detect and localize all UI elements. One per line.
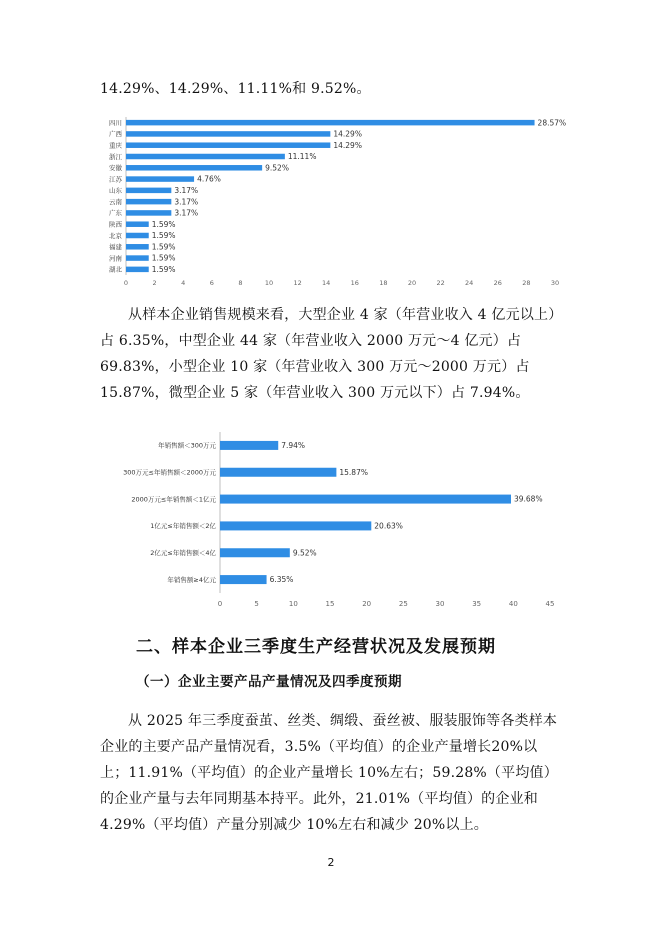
value-label: 9.52% xyxy=(292,548,317,558)
output-paragraph: 从 2025 年三季度蚕茧、丝类、绸缎、蚕丝被、服装服饰等各类样本企业的主要产品产量情况看，3.5%（平均值）的企业产量增长20%以上；11.91%（平均值）的企业产量增长 10%左右；59.28%（平均值）的企业产量与去年同期基本持平。此外，21.01%（平均值）的企业和 4.29%（平均值）产量分别减少 10%左右和减少 20%以上。 xyxy=(100,713,558,833)
category-label: 安徽 xyxy=(109,164,122,173)
x-tick-label: 25 xyxy=(398,600,408,608)
bar xyxy=(126,120,535,125)
value-label: 15.87% xyxy=(339,467,368,477)
bar xyxy=(126,142,330,148)
x-tick-label: 30 xyxy=(435,600,445,608)
x-tick-label: 24 xyxy=(465,279,474,287)
value-label: 28.57% xyxy=(537,118,567,128)
sales-scale-paragraph: 从样本企业销售规模来看，大型企业 4 家（年营业收入 4 亿元以上）占 6.35%，中型企业 44 家（年营业收入 2000 万元～4 亿元）占 69.83%，小型企业 10 家（年营业收入 300 万元～2000 万元）占 15.87%，微型企业 5 家（年营业收入 300 万元以下）占 7.94%。 xyxy=(100,307,556,401)
category-label: 300万元≤年销售额＜2000万元 xyxy=(123,468,216,477)
bar xyxy=(220,468,336,477)
subsection-heading: （一）企业主要产品产量情况及四季度预期 xyxy=(136,674,402,690)
value-label: 11.11% xyxy=(287,152,317,162)
category-label: 福建 xyxy=(109,243,122,252)
category-label: 浙江 xyxy=(109,152,122,161)
category-label: 重庆 xyxy=(109,141,122,150)
bar xyxy=(220,575,267,584)
x-tick-label: 2 xyxy=(152,279,157,287)
x-tick-label: 26 xyxy=(493,279,502,287)
bar xyxy=(126,244,149,250)
category-label: 广东 xyxy=(109,209,122,218)
x-tick-label: 35 xyxy=(472,600,482,608)
value-label: 7.94% xyxy=(281,441,306,451)
value-label: 9.52% xyxy=(265,163,289,173)
bar xyxy=(220,548,290,557)
value-label: 3.17% xyxy=(174,185,199,195)
value-label: 39.68% xyxy=(513,494,543,504)
bar xyxy=(126,255,149,260)
category-label: 2亿元≤年销售额＜4亿 xyxy=(150,549,216,558)
bar xyxy=(126,154,285,160)
category-label: 1亿元≤年销售额＜2亿 xyxy=(150,522,216,531)
value-label: 1.59% xyxy=(151,231,176,241)
value-label: 14.29% xyxy=(333,140,362,150)
x-tick-label: 0 xyxy=(123,279,129,287)
bar xyxy=(220,521,371,530)
value-label: 3.17% xyxy=(174,208,199,218)
x-tick-label: 28 xyxy=(522,279,531,287)
value-label: 6.35% xyxy=(269,575,294,585)
category-label: 山东 xyxy=(109,186,122,195)
x-tick-label: 22 xyxy=(436,279,445,287)
x-tick-label: 6 xyxy=(209,279,214,287)
value-label: 1.59% xyxy=(151,264,176,274)
section-heading: 二、样本企业三季度生产经营状况及发展预期 xyxy=(136,637,496,657)
value-label: 1.59% xyxy=(151,219,176,229)
value-label: 14.29% xyxy=(333,129,362,139)
category-label: 陕西 xyxy=(109,220,122,229)
value-label: 3.17% xyxy=(174,197,199,207)
category-label: 年销售额＜300万元 xyxy=(158,441,216,450)
category-label: 湖北 xyxy=(109,265,122,274)
category-label: 云南 xyxy=(109,197,122,206)
x-tick-label: 4 xyxy=(181,279,186,287)
x-tick-label: 14 xyxy=(322,279,331,287)
category-label: 2000万元≤年销售额＜1亿元 xyxy=(131,495,216,504)
value-label: 20.63% xyxy=(374,521,403,531)
bar xyxy=(126,188,171,194)
x-tick-label: 16 xyxy=(350,279,359,287)
x-tick-label: 20 xyxy=(362,600,372,608)
x-tick-label: 8 xyxy=(238,279,243,287)
x-tick-label: 10 xyxy=(264,279,274,287)
bar xyxy=(126,165,262,171)
value-label: 4.76% xyxy=(197,174,221,184)
category-label: 年销售额≥4亿元 xyxy=(167,575,216,584)
bar xyxy=(126,199,171,205)
category-label: 广西 xyxy=(109,130,122,139)
category-label: 江苏 xyxy=(109,175,122,184)
x-tick-label: 5 xyxy=(254,600,259,608)
sales-scale-chart xyxy=(100,430,570,610)
x-tick-label: 45 xyxy=(545,600,555,608)
bar xyxy=(126,210,171,216)
bar xyxy=(126,233,149,239)
bar xyxy=(126,267,149,273)
x-tick-label: 20 xyxy=(407,279,417,287)
x-tick-label: 30 xyxy=(550,279,560,287)
x-tick-label: 18 xyxy=(379,279,388,287)
value-label: 1.59% xyxy=(151,242,176,252)
bar xyxy=(220,441,278,450)
category-label: 河南 xyxy=(109,254,122,263)
category-label: 四川 xyxy=(109,118,122,127)
province-distribution-chart xyxy=(100,114,570,290)
x-tick-label: 12 xyxy=(293,279,302,287)
x-tick-label: 15 xyxy=(325,600,335,608)
bar xyxy=(126,131,330,137)
x-tick-label: 40 xyxy=(508,600,518,608)
bar xyxy=(126,221,149,227)
bar xyxy=(220,495,511,504)
intro-line: 14.29%、14.29%、11.11%和 9.52%。 xyxy=(100,81,371,97)
category-label: 北京 xyxy=(109,231,122,240)
page-number: 2 xyxy=(327,856,335,869)
x-tick-label: 10 xyxy=(288,600,298,608)
bar xyxy=(126,176,194,182)
x-tick-label: 0 xyxy=(217,600,223,608)
value-label: 1.59% xyxy=(151,253,176,263)
